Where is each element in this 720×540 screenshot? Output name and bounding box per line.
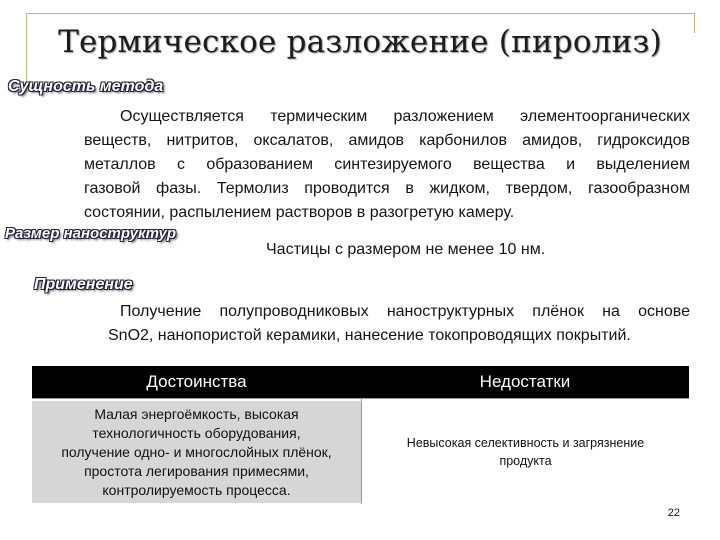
nanostructure-size-text bbox=[266, 238, 666, 262]
essence-label: Сущность метода bbox=[8, 78, 164, 95]
application-paragraph bbox=[108, 300, 690, 348]
essence-line: Осуществляется термическим разложением элементоорганических bbox=[120, 108, 690, 125]
essence-paragraph bbox=[84, 105, 690, 225]
essence-line: газовой фазы. Термолиз проводится в жидком, твердом, газообразном bbox=[84, 180, 690, 197]
pros-line: простота легирования примесями, bbox=[84, 462, 309, 479]
pros-line: технологичность оборудования, bbox=[92, 424, 301, 441]
pros-line: получение одно- и многослойных плёнок, bbox=[61, 443, 332, 460]
pros-header-label: Достоинства bbox=[146, 372, 247, 391]
essence-line: металлов с образованием синтезируемого вещества и выделением bbox=[84, 156, 690, 173]
cons-line: продукта bbox=[499, 454, 552, 468]
cons-header-label: Недостатки bbox=[479, 372, 571, 391]
application-line: SnO2, нанопористой керамики, нанесение токопроводящих покрытий. bbox=[108, 327, 631, 344]
pros-line: Малая энергоёмкость, высокая bbox=[94, 405, 299, 422]
cons-column-header bbox=[361, 366, 689, 398]
essence-line: веществ, нитритов, оксалатов, амидов карбонилов амидов, гидроксидов bbox=[84, 132, 690, 149]
essence-line: состоянии, распылением растворов в разогретую камеру. bbox=[84, 204, 515, 221]
pros-column-header bbox=[32, 366, 361, 398]
pros-line: контролируемость процесса. bbox=[102, 481, 291, 498]
pros-cell bbox=[32, 401, 361, 503]
title-frame-top-line bbox=[26, 13, 694, 14]
page-number: 22 bbox=[667, 507, 680, 519]
application-line: Получение полупроводниковых наноструктурных плёнок на основе bbox=[120, 303, 690, 320]
title-frame-right-line bbox=[694, 13, 695, 33]
application-label: Применение bbox=[34, 276, 133, 293]
slide-title: Термическое разложение (пиролиз) bbox=[58, 24, 662, 60]
cons-cell bbox=[362, 401, 689, 503]
cons-line: Невысокая селективность и загрязнение bbox=[406, 436, 645, 450]
nanostructure-size-value: Частицы с размером не менее 10 нм. bbox=[266, 241, 546, 258]
nanostructure-size-label: Размер наноструктур bbox=[5, 225, 177, 242]
